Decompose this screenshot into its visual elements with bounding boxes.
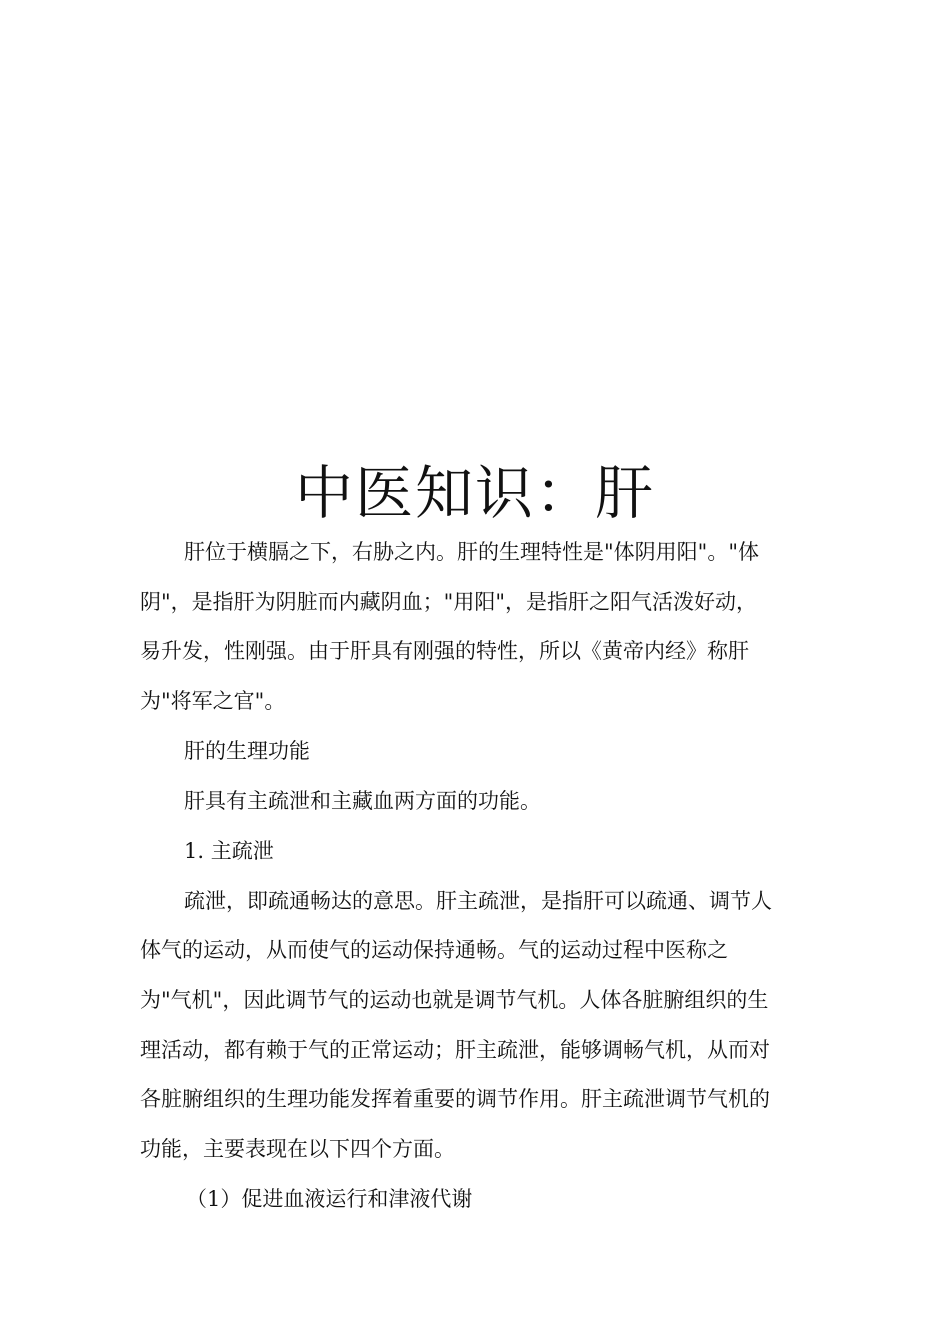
- subsection-heading: 1. 主疏泄: [184, 839, 274, 863]
- paragraph-line: 为"气机"，因此调节气的运动也就是调节气机。人体各脏腑组织的生: [140, 988, 769, 1012]
- paragraph-line: 肝具有主疏泄和主藏血两方面的功能。: [184, 789, 541, 813]
- paragraph-line: 阴"，是指肝为阴脏而内藏阴血；"用阳"，是指肝之阳气活泼好动，: [140, 590, 757, 614]
- paragraph-line: 肝位于横膈之下，右胁之内。肝的生理特性是"体阴用阳"。"体: [184, 540, 759, 564]
- paragraph-line: 体气的运动，从而使气的运动保持通畅。气的运动过程中医称之: [140, 938, 728, 962]
- paragraph-line: 疏泄，即疏通畅达的意思。肝主疏泄，是指肝可以疏通、调节人: [184, 889, 772, 913]
- paragraph-line: 理活动，都有赖于气的正常运动；肝主疏泄，能够调畅气机，从而对: [140, 1038, 770, 1062]
- paragraph-line: 功能，主要表现在以下四个方面。: [140, 1137, 455, 1161]
- paragraph-line: 各脏腑组织的生理功能发挥着重要的调节作用。肝主疏泄调节气机的: [140, 1087, 770, 1111]
- subsection-heading: （1）促进血液运行和津液代谢: [186, 1187, 473, 1211]
- document-title: 中医知识：肝: [294, 459, 655, 527]
- paragraph-line: 易升发，性刚强。由于肝具有刚强的特性，所以《黄帝内经》称肝: [140, 639, 749, 663]
- paragraph-line: 为"将军之官"。: [140, 689, 286, 713]
- section-heading: 肝的生理功能: [184, 739, 310, 763]
